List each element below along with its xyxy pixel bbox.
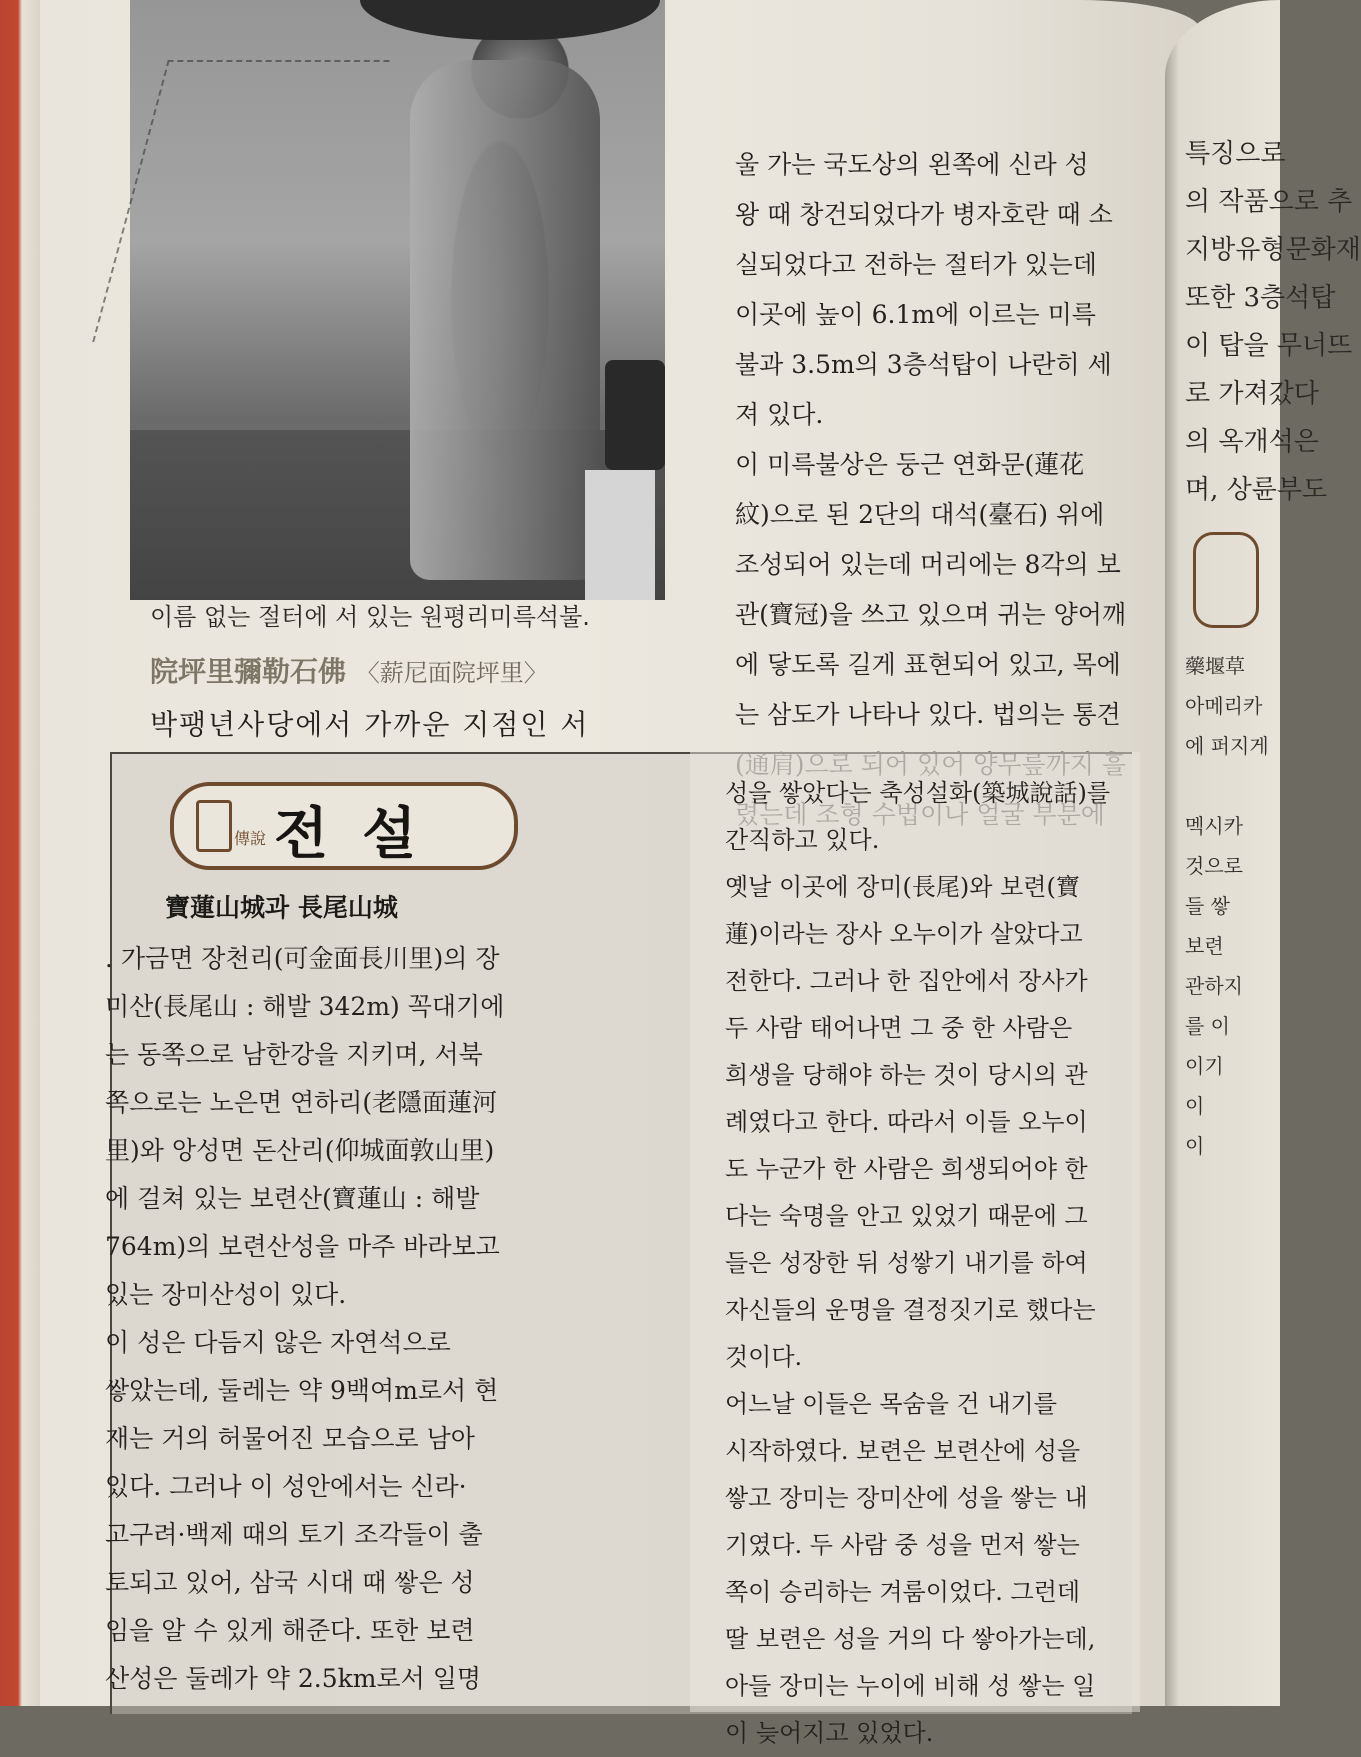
text-line: 보련 bbox=[1185, 934, 1224, 958]
text-line: . 가금면 장천리(可金面長川里)의 장 bbox=[105, 944, 500, 973]
seal-stamp-icon bbox=[196, 800, 232, 852]
text-line: 들은 성장한 뒤 성쌓기 내기를 하여 bbox=[725, 1249, 1088, 1277]
text-line: 蓮)이라는 장사 오누이가 살았다고 bbox=[725, 920, 1083, 948]
intro-text-line: 박팽년사당에서 가까운 지점인 서 bbox=[150, 708, 590, 741]
text-line: 왕 때 창건되었다가 병자호란 때 소 bbox=[735, 200, 1113, 229]
text-line: 실되었다고 전하는 절터가 있는데 bbox=[735, 250, 1097, 279]
text-line: 아들 장미는 누이에 비해 성 쌓는 일 bbox=[725, 1672, 1096, 1700]
legend-left-column bbox=[105, 935, 665, 1703]
legend-right-column bbox=[725, 770, 1135, 1757]
text-line: 옛날 이곳에 장미(長尾)와 보련(寶 bbox=[725, 873, 1080, 901]
text-line: 이곳에 높이 6.1m에 이르는 미륵 bbox=[735, 300, 1096, 329]
text-line: 두 사람 태어나면 그 중 한 사람은 bbox=[725, 1014, 1073, 1042]
text-line: 에 퍼지게 bbox=[1185, 734, 1269, 758]
text-line: 이기 bbox=[1185, 1054, 1224, 1078]
text-line: 이 탑을 무너뜨 bbox=[1185, 331, 1353, 361]
legend-badge bbox=[170, 782, 518, 870]
text-line: 는 삼도가 나타나 있다. 법의는 통견 bbox=[735, 700, 1121, 729]
text-line: 간직하고 있다. bbox=[725, 826, 880, 854]
top-right-column bbox=[735, 140, 1135, 840]
text-line: 의 옥개석은 bbox=[1185, 427, 1319, 457]
legend-badge-label: 전설 bbox=[274, 801, 451, 867]
photo-lamp bbox=[605, 360, 665, 470]
right-book-page bbox=[1165, 0, 1361, 1706]
text-line: 또한 3층석탑 bbox=[1185, 283, 1336, 313]
right-page-label: 藥堰草 bbox=[1185, 654, 1245, 678]
text-line: 어느날 이들은 목숨을 건 내기를 bbox=[725, 1390, 1057, 1418]
text-line: 자신들의 운명을 결정짓기로 했다는 bbox=[725, 1296, 1096, 1324]
text-line: 764m)의 보련산성을 마주 바라보고 bbox=[105, 1232, 500, 1261]
text-line: 이 bbox=[1185, 1094, 1205, 1118]
right-page-seal-icon bbox=[1193, 532, 1259, 628]
text-line: 쪽으로는 노은면 연하리(老隱面蓮河 bbox=[105, 1088, 498, 1117]
text-line: 쪽이 승리하는 겨룸이었다. 그런데 bbox=[725, 1578, 1081, 1606]
text-line: 쌓았는데, 둘레는 약 9백여m로서 현 bbox=[105, 1376, 499, 1405]
photo-statue-hat bbox=[360, 0, 660, 40]
text-line: 것으로 bbox=[1185, 854, 1243, 878]
text-line: 멕시카 bbox=[1185, 814, 1243, 838]
text-line: 를 이 bbox=[1185, 1014, 1230, 1038]
text-line: 재는 거의 허물어진 모습으로 남아 bbox=[105, 1424, 475, 1453]
text-line: 里)와 앙성면 돈산리(仰城面敦山里) bbox=[105, 1136, 495, 1165]
right-page-column bbox=[1185, 130, 1361, 1166]
photo-buddha-statue bbox=[410, 60, 600, 580]
text-line: 있다. 그러나 이 성안에서는 신라· bbox=[105, 1472, 467, 1501]
text-line: 지방유형문화재 bbox=[1185, 235, 1361, 265]
text-line: 딸 보련은 성을 거의 다 쌓아가는데, bbox=[725, 1625, 1096, 1653]
legend-title: 寶蓮山城과 長尾山城 bbox=[165, 893, 398, 922]
text-line: 시작하였다. 보련은 보련산에 성을 bbox=[725, 1437, 1081, 1465]
right-page-lines bbox=[1185, 130, 1361, 514]
text-line: 아메리카 bbox=[1185, 694, 1263, 718]
section-heading bbox=[150, 650, 548, 690]
text-line: 기였다. 두 사람 중 성을 먼저 쌓는 bbox=[725, 1531, 1080, 1559]
text-line: 다는 숙명을 안고 있었기 때문에 그 bbox=[725, 1202, 1088, 1230]
photo-stone-post bbox=[585, 470, 655, 600]
text-line: 에 걸쳐 있는 보련산(寶蓮山 : 해발 bbox=[105, 1184, 480, 1213]
text-line: 이 성은 다듬지 않은 자연석으로 bbox=[105, 1328, 451, 1357]
heading-location: 〈薪尼面院坪里〉 bbox=[355, 659, 548, 687]
statue-photo bbox=[130, 0, 665, 600]
right-page-small-lines bbox=[1185, 686, 1277, 1166]
text-line: 이 bbox=[1185, 1134, 1205, 1158]
text-line: 는 동쪽으로 남한강을 지키며, 서북 bbox=[105, 1040, 483, 1069]
text-line: 불과 3.5m의 3층석탑이 나란히 세 bbox=[735, 350, 1112, 379]
text-line: 있는 장미산성이 있다. bbox=[105, 1280, 347, 1309]
text-line: 전한다. 그러나 한 집안에서 장사가 bbox=[725, 967, 1088, 995]
text-line: 것이다. bbox=[725, 1343, 803, 1371]
photo-tree-branches bbox=[92, 60, 390, 342]
photo-caption: 이름 없는 절터에 서 있는 원평리미륵석불. bbox=[150, 603, 590, 631]
text-line: 이 늦어지고 있었다. bbox=[725, 1719, 934, 1747]
text-line: 紋)으로 된 2단의 대석(臺石) 위에 bbox=[735, 500, 1105, 529]
text-line bbox=[1185, 766, 1277, 806]
text-line: 성을 쌓았다는 축성설화(築城說話)를 bbox=[725, 779, 1111, 807]
text-line: 례였다고 한다. 따라서 이들 오누이 bbox=[725, 1108, 1088, 1136]
text-line: 미산(長尾山 : 해발 342m) 꼭대기에 bbox=[105, 992, 505, 1021]
text-line: 로 가져갔다 bbox=[1185, 379, 1319, 409]
text-line: 관하지 bbox=[1185, 974, 1243, 998]
text-line: 도 누군가 한 사람은 희생되어야 한 bbox=[725, 1155, 1088, 1183]
heading-hanja: 院坪里彌勒石佛 bbox=[150, 655, 347, 688]
text-line: 고구려·백제 때의 토기 조각들이 출 bbox=[105, 1520, 483, 1549]
text-line: 토되고 있어, 삼국 시대 때 쌓은 성 bbox=[105, 1568, 475, 1597]
text-line: 희생을 당해야 하는 것이 당시의 관 bbox=[725, 1061, 1088, 1089]
text-line: 산성은 둘레가 약 2.5km로서 일명 bbox=[105, 1664, 482, 1693]
seal-stamp-text: 傳說 bbox=[234, 829, 267, 848]
text-line: 들 쌓 bbox=[1185, 894, 1230, 918]
text-line: 관(寶冠)을 쓰고 있으며 귀는 양어깨 bbox=[735, 600, 1127, 629]
text-line: 이 미륵불상은 둥근 연화문(蓮花 bbox=[735, 450, 1085, 479]
text-line: 조성되어 있는데 머리에는 8각의 보 bbox=[735, 550, 1121, 579]
text-line: 쌓고 장미는 장미산에 성을 쌓는 내 bbox=[725, 1484, 1088, 1512]
text-line: 의 작품으로 추 bbox=[1185, 187, 1353, 217]
text-line: 울 가는 국도상의 왼쪽에 신라 성 bbox=[735, 150, 1089, 179]
text-line: 임을 알 수 있게 해준다. 또한 보련 bbox=[105, 1616, 475, 1645]
text-line: 특징으로 bbox=[1185, 139, 1286, 169]
text-line: 져 있다. bbox=[735, 400, 824, 429]
text-line: 며, 상륜부도 bbox=[1185, 475, 1328, 505]
text-line: 에 닿도록 길게 표현되어 있고, 목에 bbox=[735, 650, 1121, 679]
